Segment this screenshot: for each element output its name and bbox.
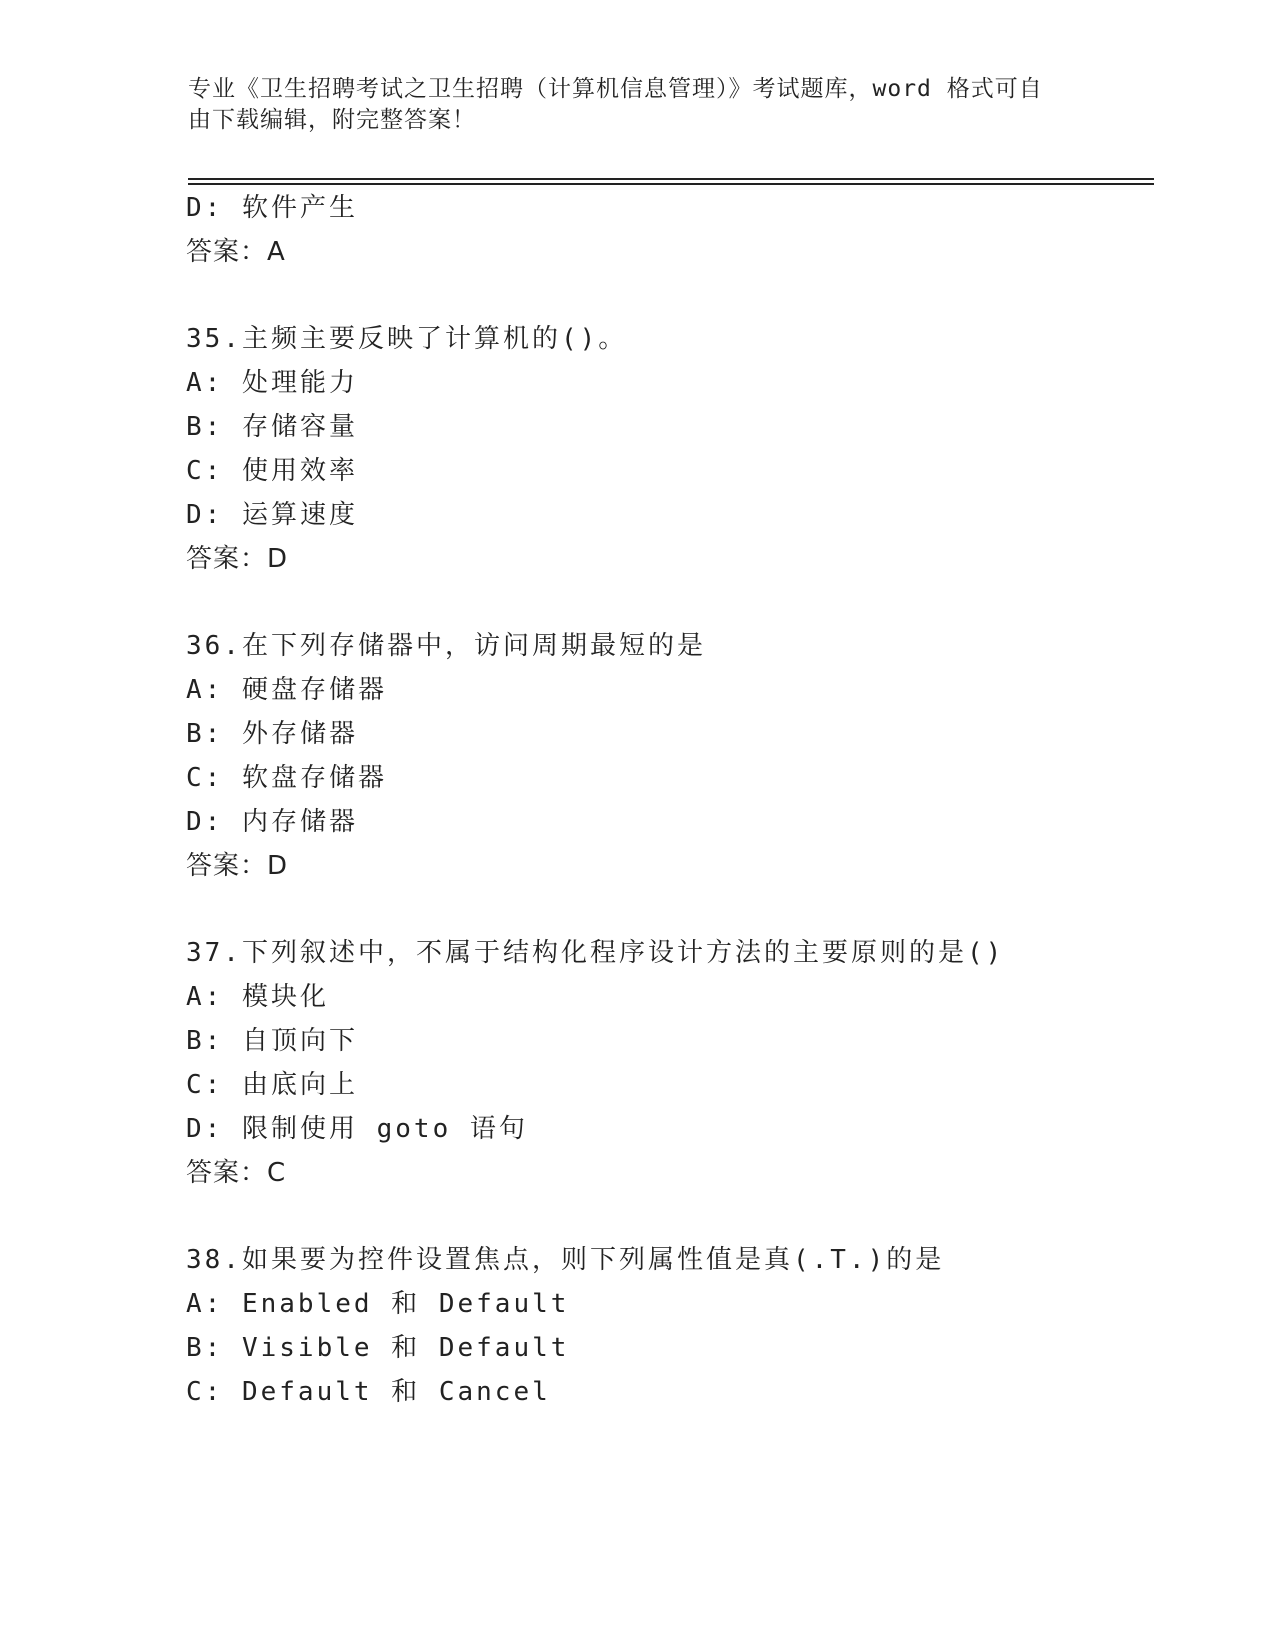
question-35-option-b: B: 存储容量 xyxy=(186,412,358,442)
question-38-option-b: B: Visible 和 Default xyxy=(186,1333,570,1363)
question-36-option-a: A: 硬盘存储器 xyxy=(186,675,387,705)
question-37-stem: 37.下列叙述中，不属于结构化程序设计方法的主要原则的是() xyxy=(186,938,1005,968)
question-35-stem: 35.主频主要反映了计算机的()。 xyxy=(186,324,628,354)
question-37-answer: 答案：C xyxy=(186,1158,287,1188)
question-37-option-a: A: 模块化 xyxy=(186,982,329,1012)
question-36-option-c: C: 软盘存储器 xyxy=(186,763,387,793)
question-36-stem: 36.在下列存储器中，访问周期最短的是 xyxy=(186,631,706,661)
question-36-option-d: D: 内存储器 xyxy=(186,807,358,837)
question-38-option-c: C: Default 和 Cancel xyxy=(186,1377,551,1407)
question-37-option-b: B: 自顶向下 xyxy=(186,1026,358,1056)
question-35-option-c: C: 使用效率 xyxy=(186,456,358,486)
question-38-stem: 38.如果要为控件设置焦点，则下列属性值是真(.T.)的是 xyxy=(186,1245,945,1275)
header-line-1: 专业《卫生招聘考试之卫生招聘（计算机信息管理）》考试题库，word 格式可自 xyxy=(188,76,1043,102)
question-36-answer: 答案：D xyxy=(186,851,289,881)
header-divider-bottom xyxy=(188,183,1154,185)
question-38-option-a: A: Enabled 和 Default xyxy=(186,1289,570,1319)
prev-answer: 答案：A xyxy=(186,237,286,267)
header-line-2: 由下载编辑，附完整答案！ xyxy=(188,107,476,133)
question-37-option-c: C: 由底向上 xyxy=(186,1070,358,1100)
document-header xyxy=(188,74,1088,136)
question-37-option-d: D: 限制使用 goto 语句 xyxy=(186,1114,528,1144)
question-35-option-a: A: 处理能力 xyxy=(186,368,358,398)
header-divider-top xyxy=(188,178,1154,180)
question-35-answer: 答案：D xyxy=(186,544,289,574)
question-35-option-d: D: 运算速度 xyxy=(186,500,358,530)
prev-option-d: D: 软件产生 xyxy=(186,193,358,223)
question-36-option-b: B: 外存储器 xyxy=(186,719,358,749)
